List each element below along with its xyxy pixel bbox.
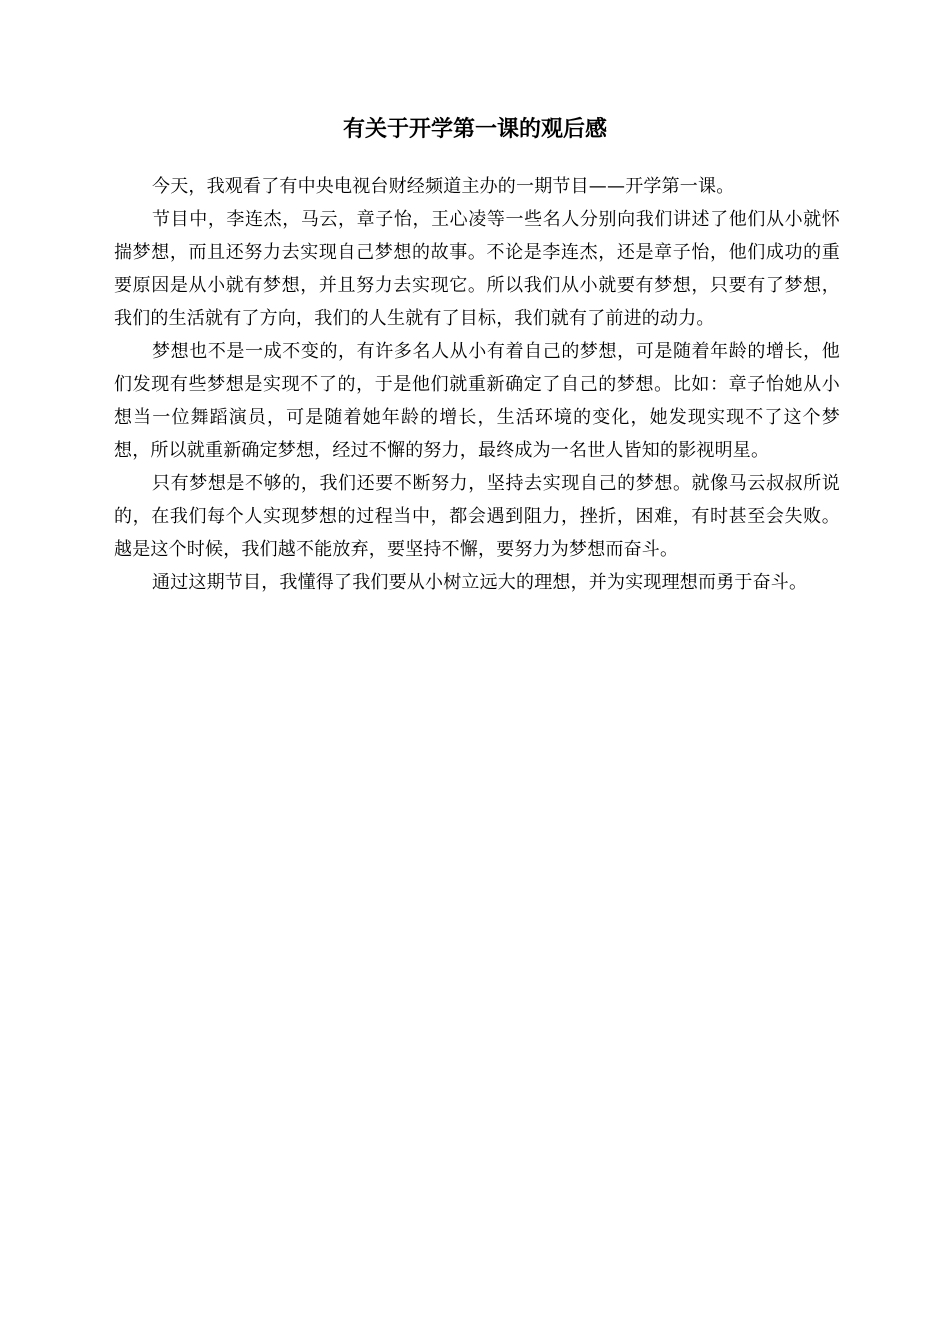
document-title: 有关于开学第一课的观后感 xyxy=(342,117,607,142)
paragraph-intro: 今天，我观看了有中央电视台财经频道主办的一期节目——开学第一课。 xyxy=(152,176,735,197)
paragraph-persistence: 只有梦想是不够的，我们还要不断努力，坚持去实现自己的梦想。就像马云叔叔所说的，在我们每个人实现梦想的过程当中，都会遇到阻力，挫折，困难，有时甚至会失败。越是这个时候，我们越不能放弃，要坚持不懈，要努力为梦想而奋斗。 xyxy=(114,473,840,560)
paragraph-celebrities: 节目中，李连杰，马云，章子怡，王心凌等一些名人分别向我们讲述了他们从小就怀揣梦想，而且还努力去实现自己梦想的故事。不论是李连杰，还是章子怡，他们成功的重要原因是从小就有梦想，并且努力去实现它。所以我们从小就要有梦想，只要有了梦想，我们的生活就有了方向，我们的人生就有了目标，我们就有了前进的动力。 xyxy=(114,209,840,329)
document-body xyxy=(114,170,840,599)
paragraph-changing-dreams: 梦想也不是一成不变的，有许多名人从小有着自己的梦想，可是随着年龄的增长，他们发现有些梦想是实现不了的，于是他们就重新确定了自己的梦想。比如：章子怡她从小想当一位舞蹈演员，可是随着她年龄的增长，生活环境的变化，她发现实现不了这个梦想，所以就重新确定梦想，经过不懈的努力，最终成为一名世人皆知的影视明星。 xyxy=(114,341,840,461)
paragraph-conclusion: 通过这期节目，我懂得了我们要从小树立远大的理想，并为实现理想而勇于奋斗。 xyxy=(152,572,808,593)
